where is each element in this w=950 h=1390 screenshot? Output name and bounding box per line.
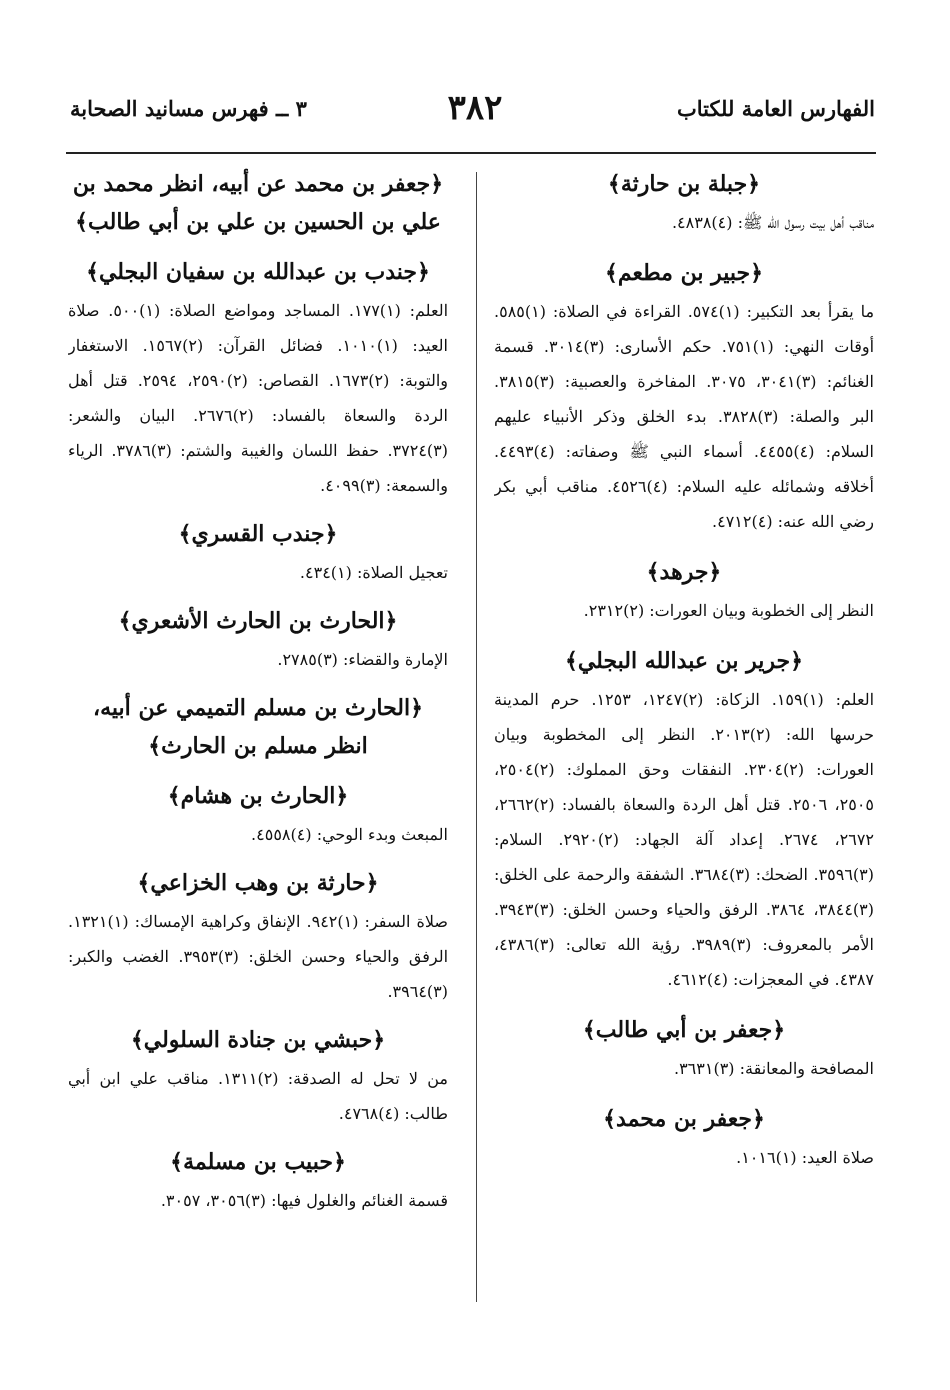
entry-title: ﴿جعفر بن محمد عن أبيه، انظر محمد بن علي بن الحسين بن علي بن أبي طالب﴾ (72, 171, 444, 235)
index-entry (68, 602, 448, 677)
index-entry (494, 1011, 874, 1086)
entry-title: ﴿جعفر بن محمد﴾ (603, 1106, 765, 1132)
entry-title: ﴿جرهد﴾ (646, 559, 722, 585)
entry-title: ﴿الحارث بن مسلم التميمي عن أبيه، انظر مسلم بن الحارث﴾ (93, 695, 423, 759)
entry-title: ﴿الحارث بن الحارث الأشعري﴾ (118, 608, 398, 634)
right-column (494, 165, 874, 1189)
entry-title: ﴿جعفر بن أبي طالب﴾ (582, 1017, 786, 1043)
running-title-right: الفهارس العامة للكتاب (676, 96, 875, 121)
entry-title: ﴿جبلة بن حارثة﴾ (607, 171, 761, 197)
entry-text: ما يقرأ بعد التكبير: (١)٥٧٤. القراءة في الصلاة: (١)٥٨٥. أوقات النهي: (١)٧٥١. حكم الأسارى: (٣)٣٠١٤. قسمة الغنائم: (٣)٣٠٤١، ٣٠٧٥. المفاخرة والعصبية: (٣)٣٨١٥. البر والصلة: (٣)٣٨٢٨. بدء الخلق وذكر الأنبياء عليهم السلام: (٤)٤٤٥٥. أسماء النبي ﷺ وصفاته: (٤)٤٤٩٣. أخلاقه وشمائله عليه السلام: (٤)٤٥٢٦. مناقب أبي بكر رضي الله عنه: (٤)٤٧١٢. (494, 302, 874, 531)
entry-text: العلم: (١)١٧٧. المساجد ومواضع الصلاة: (١)٥٠٠. صلاة العيد: (١)١٠١٠. فضائل القرآن: (٢)١٥٦٧. الاستغفار والتوبة: (٢)١٦٧٣. القصاص: (٢)٢٥٩٠، ٢٥٩٤. قتل أهل الردة والسعاة بالفساد: (٢)٢٦٧٦. البيان والشعر: (٣)٣٧٢٤. حفظ اللسان والغيبة والشتم: (٣)٣٧٨٦. الرياء والسمعة: (٣)٤٠٩٩. (68, 301, 448, 495)
index-entry (494, 165, 874, 240)
left-column (68, 165, 448, 1230)
entry-title: ﴿جبير بن مطعم﴾ (604, 260, 764, 286)
entry-title: ﴿جرير بن عبدالله البجلي﴾ (564, 648, 804, 674)
entry-title: ﴿حبيب بن مسلمة﴾ (170, 1149, 346, 1175)
entry-title: ﴿حارثة بن وهب الخزاعي﴾ (137, 870, 379, 896)
entry-title: ﴿جندب بن عبدالله بن سفيان البجلي﴾ (86, 259, 430, 285)
entry-text: النظر إلى الخطوبة وبيان العورات: (٢)٢٣١٢. (583, 601, 874, 620)
index-entry (494, 642, 874, 997)
entry-text: من لا تحل له الصدقة: (٢)١٣١١. مناقب علي ابن أبي طالب: (٤)٤٧٦٨. (68, 1069, 448, 1123)
entry-text: المصافحة والمعانقة: (٣)٣٦٣١. (673, 1059, 874, 1078)
index-entry (68, 253, 448, 503)
entry-text: الإمارة والقضاء: (٣)٢٧٨٥. (277, 650, 448, 669)
entry-text: المبعث وبدء الوحي: (٤)٤٥٥٨. (251, 825, 448, 844)
index-entry (68, 165, 448, 241)
index-entry (68, 1021, 448, 1131)
index-entry (494, 254, 874, 539)
entry-text: تعجيل الصلاة: (١)٤٣٤. (299, 563, 448, 582)
entry-text: العلم: (١)١٥٩. الزكاة: (٢)١٢٤٧، ١٢٥٣. حرم المدينة حرسها الله: (٢)٢٠١٣. النظر إلى المخطوبة وبيان العورات: (٢)٢٣٠٤. النفقات وحق المملوك: (٢)٢٥٠٤، ٢٥٠٥، ٢٥٠٦. قتل أهل الردة والسعاة بالفساد: (٢)٢٦٦٢، ٢٦٧٢، ٢٦٧٤. إعداد آلة الجهاد: (٢)٢٩٢٠. السلام: (٣)٣٥٩٦. الضحك: (٣)٣٦٨٤. الشفقة والرحمة على الخلق: (٣)٣٨٤٤، ٣٨٦٤. الرفق والحياء وحسن الخلق: (٣)٣٩٤٣. الأمر بالمعروف: (٣)٣٩٨٩. رؤية الله تعالى: (٣)٤٣٨٦، ٤٣٨٧. في المعجزات: (٤)٤٦١٢. (494, 690, 874, 989)
header-rule (66, 152, 876, 154)
entry-title: ﴿حبشي بن جنادة السلولي﴾ (130, 1027, 386, 1053)
index-entry (68, 1143, 448, 1218)
page-header (70, 88, 875, 144)
column-divider (476, 172, 477, 1302)
index-entry (68, 777, 448, 852)
entry-text: مناقب أهل بيت رسول الله ﷺ: (٤)٤٨٣٨. (671, 213, 874, 232)
index-entry (494, 553, 874, 628)
index-entry (68, 864, 448, 1009)
index-entry (494, 1100, 874, 1175)
entry-text: قسمة الغنائم والغلول فيها: (٣)٣٠٥٦، ٣٠٥٧. (160, 1191, 448, 1210)
index-entry (68, 515, 448, 590)
entry-text: صلاة العيد: (١)١٠١٦. (736, 1148, 874, 1167)
entry-title: ﴿الحارث بن هشام﴾ (167, 783, 349, 809)
running-title-left: ٣ ــ فهرس مسانيد الصحابة (70, 96, 307, 121)
entry-text: صلاة السفر: (١)٩٤٢. الإنفاق وكراهية الإمساك: (١)١٣٢١. الرفق والحياء وحسن الخلق: (٣)٣٩٥٣. الغضب والكبر: (٣)٣٩٦٤. (68, 912, 448, 1001)
index-entry (68, 689, 448, 765)
page-number: ٣٨٢ (447, 88, 503, 128)
entry-title: ﴿جندب القسري﴾ (178, 521, 338, 547)
